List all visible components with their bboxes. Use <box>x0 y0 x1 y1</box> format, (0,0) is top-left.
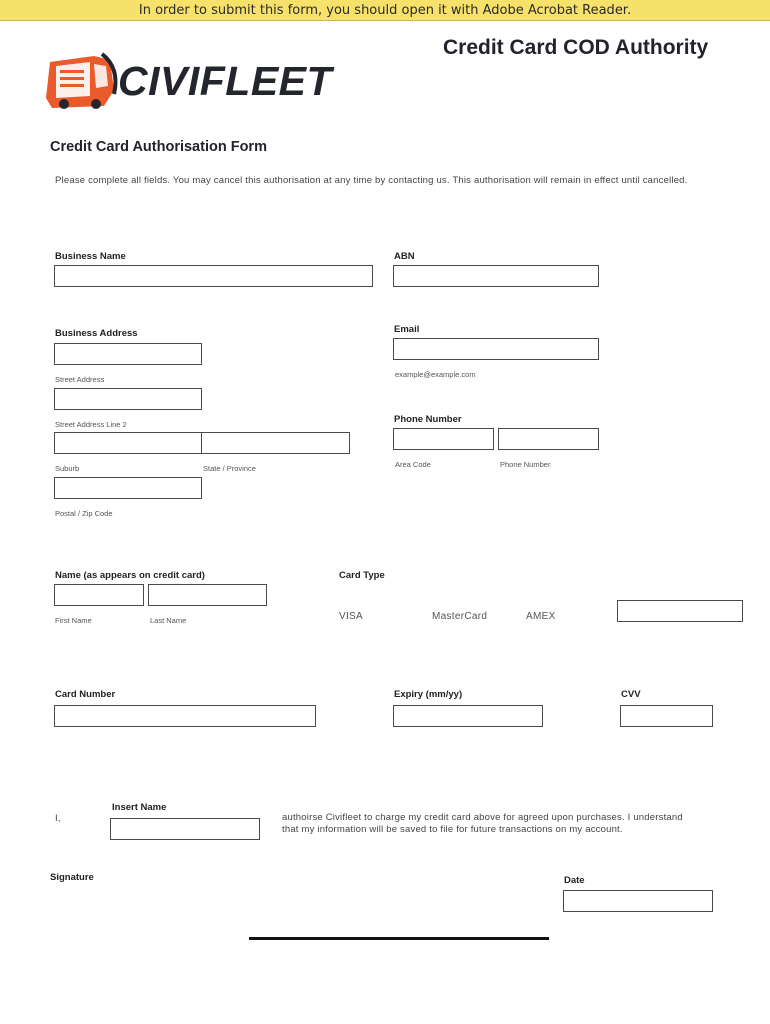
authorisation-prefix: I, <box>55 813 61 824</box>
expiry-label: Expiry (mm/yy) <box>394 689 463 700</box>
cvv-label: CVV <box>621 689 641 700</box>
business-address-label: Business Address <box>55 328 138 339</box>
postal-code-sublabel: Postal / Zip Code <box>55 509 113 518</box>
card-number-label: Card Number <box>55 689 116 700</box>
street-address-sublabel: Street Address <box>55 375 105 384</box>
form-instructions: Please complete all fields. You may cancel this authorisation at any time by contacting us. This authorisation will remain in effect until cancelled. <box>55 175 688 186</box>
expiry-input[interactable] <box>393 705 543 727</box>
street-address-line2-input[interactable] <box>54 388 202 410</box>
date-input[interactable] <box>563 890 713 912</box>
suburb-sublabel: Suburb <box>55 464 80 473</box>
abn-label: ABN <box>394 251 415 262</box>
business-name-input[interactable] <box>54 265 373 287</box>
last-name-sublabel: Last Name <box>150 616 187 625</box>
card-type-option-mastercard[interactable]: MasterCard <box>432 611 488 622</box>
state-province-input[interactable] <box>201 432 350 454</box>
suburb-input[interactable] <box>54 432 202 454</box>
signature-line[interactable] <box>249 937 549 940</box>
card-type-input[interactable] <box>617 600 743 622</box>
authorisation-text-line1: authoirse Civifleet to charge my credit card above for agreed upon purchases. I understand <box>282 812 683 823</box>
email-sublabel: example@example.com <box>395 370 476 379</box>
card-type-option-amex[interactable]: AMEX <box>526 611 556 622</box>
state-province-sublabel: State / Province <box>203 464 256 473</box>
street-address-input[interactable] <box>54 343 202 365</box>
form-title: Credit Card Authorisation Form <box>50 139 267 155</box>
company-logo-text: CIVIFLEET <box>118 58 333 104</box>
email-input[interactable] <box>393 338 599 360</box>
signature-label: Signature <box>50 872 94 883</box>
insert-name-label: Insert Name <box>112 802 167 813</box>
cvv-input[interactable] <box>620 705 713 727</box>
email-label: Email <box>394 324 420 335</box>
document-title: Credit Card COD Authority <box>443 36 709 59</box>
area-code-input[interactable] <box>393 428 494 450</box>
date-label: Date <box>564 875 585 886</box>
street-address-line2-sublabel: Street Address Line 2 <box>55 420 127 429</box>
cardholder-name-label: Name (as appears on credit card) <box>55 570 205 581</box>
insert-name-input[interactable] <box>110 818 260 840</box>
last-name-input[interactable] <box>148 584 267 606</box>
area-code-sublabel: Area Code <box>395 460 431 469</box>
first-name-input[interactable] <box>54 584 144 606</box>
acrobat-notice-banner: In order to submit this form, you should open it with Adobe Acrobat Reader. <box>0 0 770 21</box>
card-number-input[interactable] <box>54 705 316 727</box>
authorisation-text-line2: that my information will be saved to file for future transactions on my account. <box>282 824 623 835</box>
card-type-option-visa[interactable]: VISA <box>339 611 363 622</box>
business-name-label: Business Name <box>55 251 126 262</box>
first-name-sublabel: First Name <box>55 616 92 625</box>
abn-input[interactable] <box>393 265 599 287</box>
phone-number-input[interactable] <box>498 428 599 450</box>
card-type-label: Card Type <box>339 570 385 581</box>
postal-code-input[interactable] <box>54 477 202 499</box>
phone-number-sublabel: Phone Number <box>500 460 551 469</box>
phone-number-label: Phone Number <box>394 414 462 425</box>
